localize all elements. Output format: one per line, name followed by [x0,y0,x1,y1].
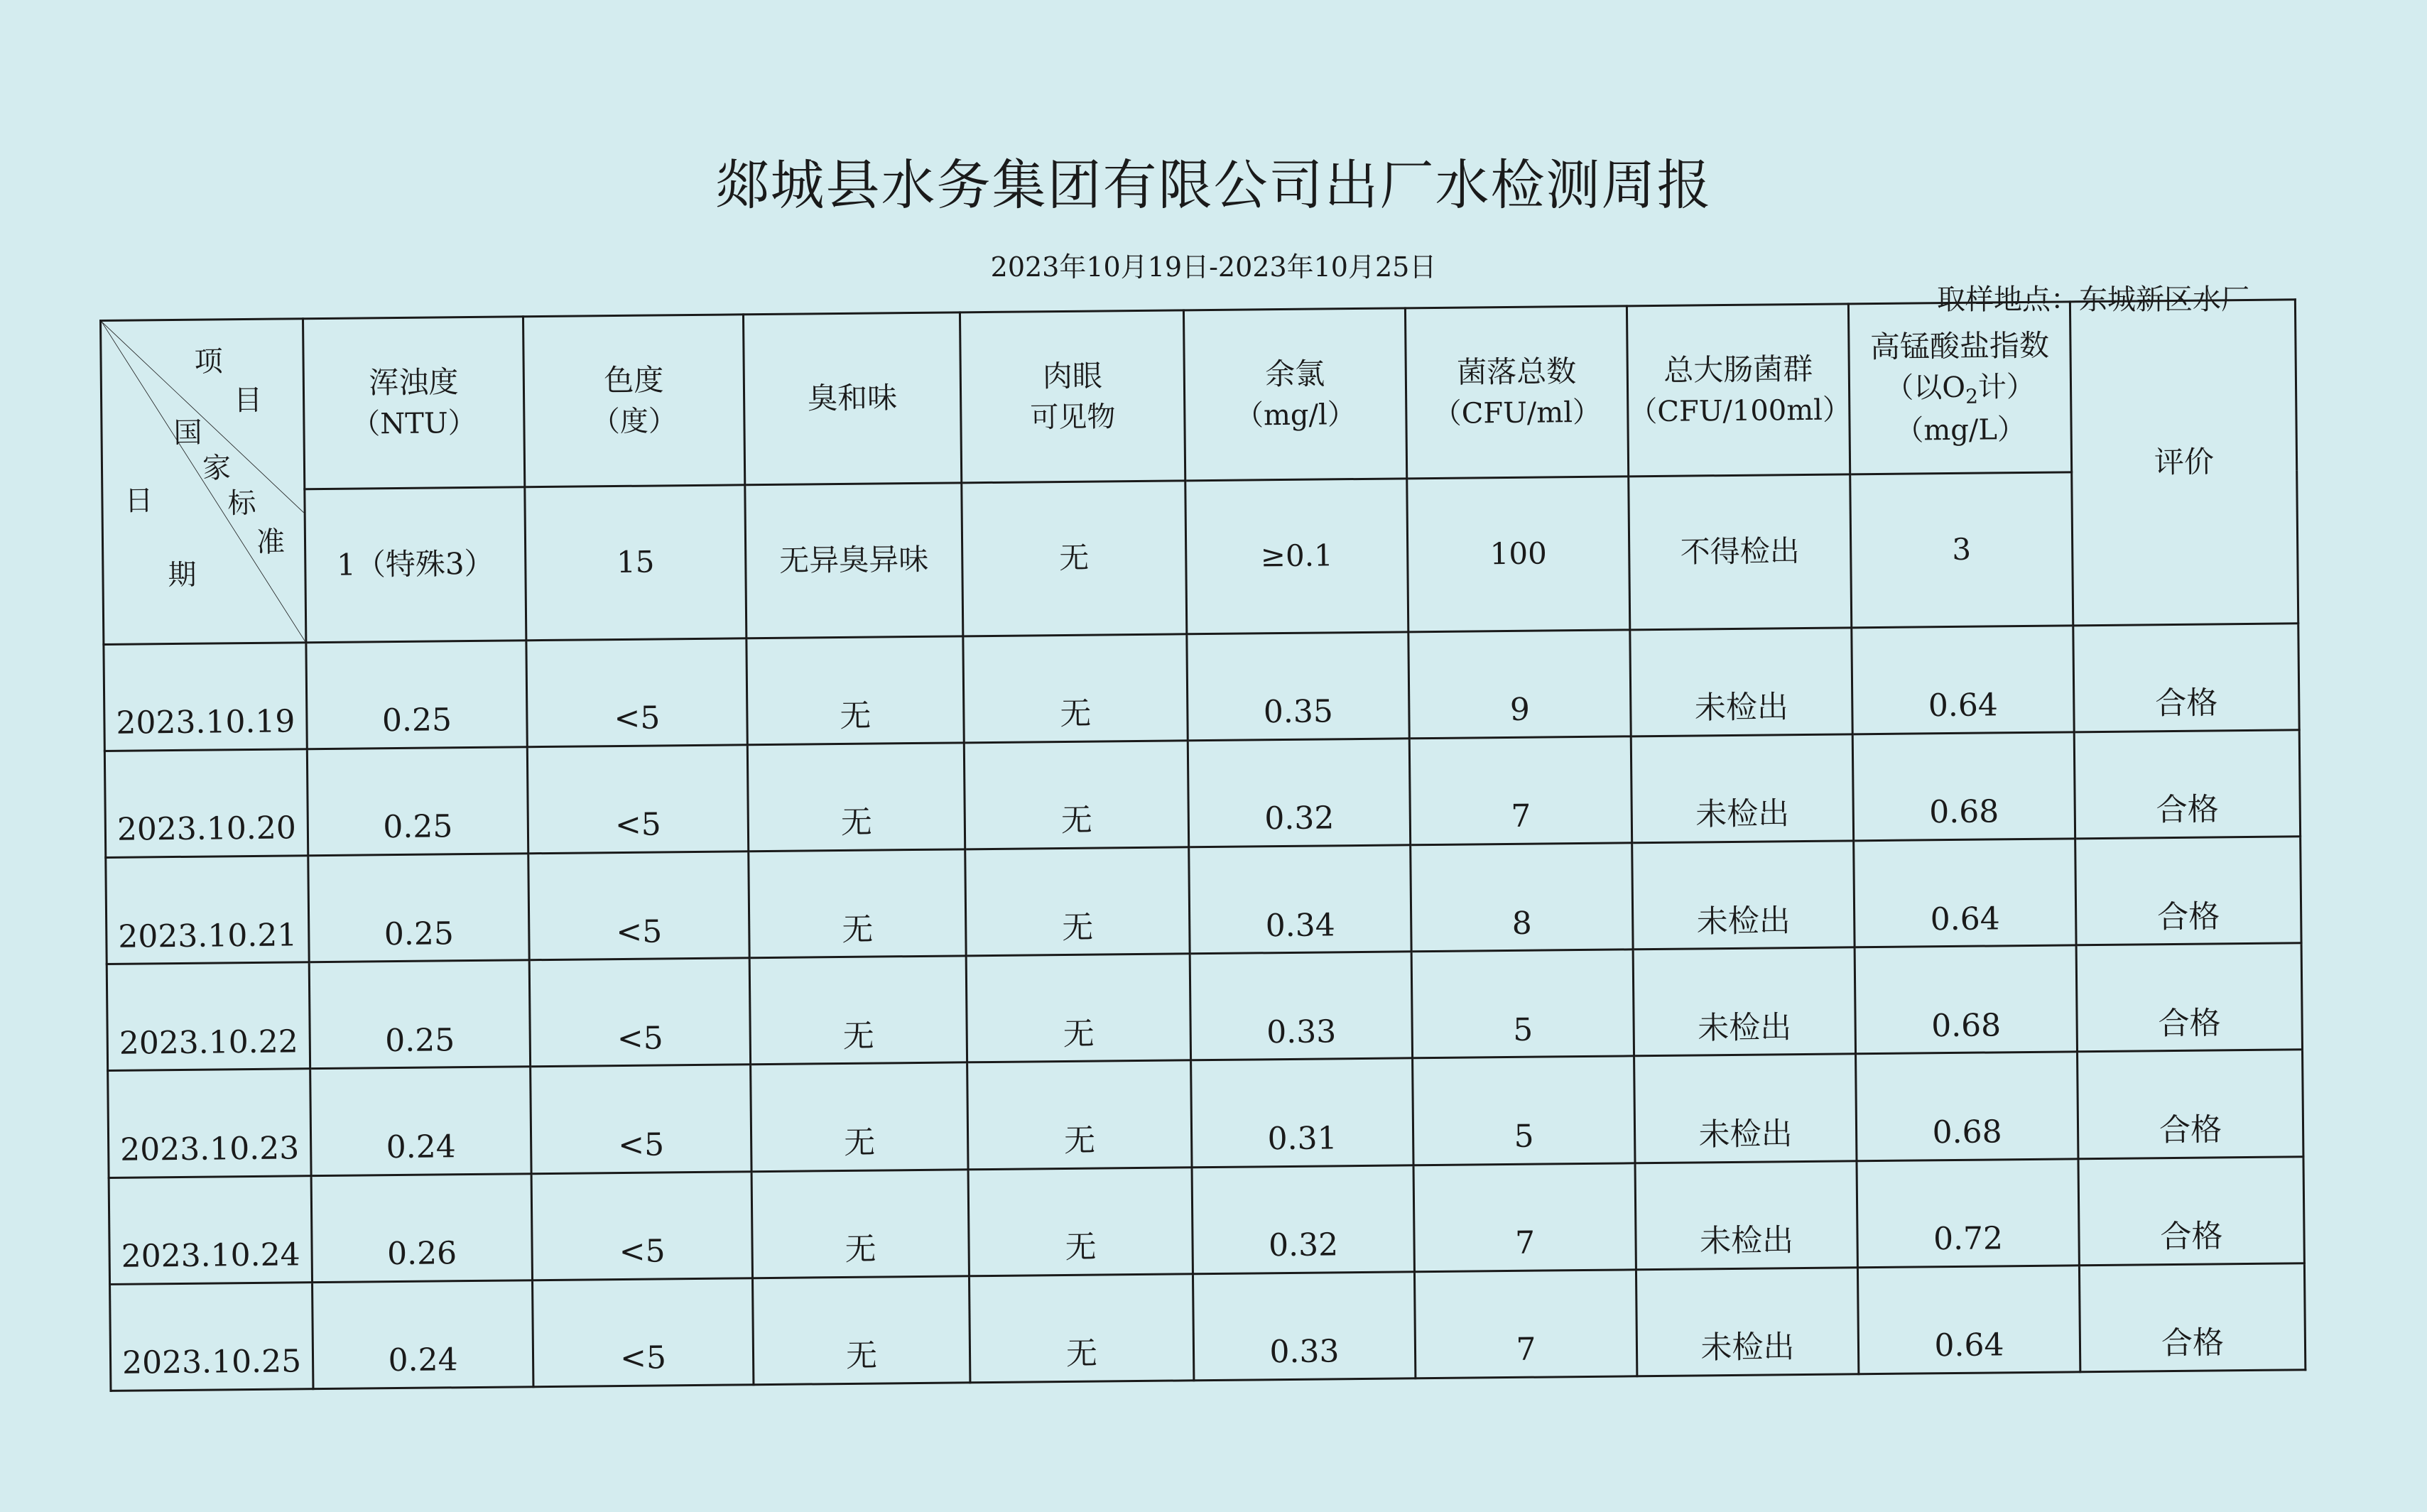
header-row-standards [102,470,2298,644]
col-header-odor: 臭和味 [743,312,961,485]
cell-color: <5 [531,1171,752,1280]
standard-coliform: 不得检出 [1629,474,1852,629]
cell-odor: 无 [749,849,966,958]
cell-date: 2023.10.22 [107,962,310,1071]
cell-color: <5 [529,958,750,1067]
report-table [99,298,2306,1392]
cell-colonies: 7 [1413,1163,1636,1271]
cell-coliform: 未检出 [1632,841,1855,950]
cell-evaluation: 合格 [2073,623,2299,731]
cell-turbidity: 0.25 [309,960,530,1069]
cell-date: 2023.10.25 [110,1282,313,1391]
cell-turbidity: 0.25 [306,640,527,749]
corner-label-date-2: 期 [168,558,197,592]
cell-evaluation: 合格 [2079,1263,2305,1371]
table-row [106,837,2301,964]
table-row [110,1263,2306,1391]
cell-color: <5 [531,1065,751,1173]
cell-permanganate: 0.64 [1854,839,2076,947]
corner-header-cell [101,319,306,644]
col-header-coliform: 总大肠菌群 （CFU/100ml） [1627,304,1850,477]
cell-permanganate: 0.64 [1857,1266,2080,1374]
cell-chlorine: 0.32 [1192,1165,1414,1273]
col-header-color: 色度 （度） [523,315,744,487]
cell-visible-matter: 无 [966,954,1190,1062]
cell-chlorine: 0.31 [1191,1058,1413,1167]
cell-evaluation: 合格 [2078,1156,2304,1265]
cell-chlorine: 0.33 [1190,952,1412,1060]
cell-visible-matter: 无 [964,741,1188,849]
standard-odor: 无异臭异味 [745,483,963,638]
cell-odor: 无 [747,743,965,852]
cell-turbidity: 0.25 [308,854,529,962]
corner-label-std-1: 国 [173,416,202,450]
cell-turbidity: 0.24 [310,1067,531,1175]
corner-label-std-4: 准 [256,526,286,559]
cell-coliform: 未检出 [1634,1054,1857,1163]
col-header-chlorine: 余氯 （mg/l） [1183,308,1406,481]
corner-label-item-2: 目 [233,384,263,418]
header-row-items [101,300,2297,491]
standard-turbidity: 1（特殊3） [305,487,526,642]
table-row [104,730,2300,858]
cell-odor: 无 [751,1169,969,1278]
report-period: 2023年10月19日-2023年10月25日 [990,251,1437,283]
cell-evaluation: 合格 [2078,1050,2303,1158]
report-title: 郯城县水务集团有限公司出厂水检测周报 [715,153,1712,217]
cell-visible-matter: 无 [967,1060,1192,1169]
standard-visible-matter: 无 [962,481,1187,636]
cell-colonies: 5 [1411,950,1634,1058]
cell-coliform: 未检出 [1631,734,1853,843]
table-row [104,623,2299,751]
cell-turbidity: 0.26 [311,1173,532,1282]
col-header-colonies: 菌落总数 （CFU/ml） [1405,306,1628,479]
cell-coliform: 未检出 [1630,627,1852,736]
col-header-evaluation: 评价 [2070,300,2298,626]
col-header-permanganate: 高锰酸盐指数 （以$O_2$计） （mg/L） [1848,302,2071,474]
cell-visible-matter: 无 [969,1274,1193,1383]
cell-chlorine: 0.35 [1187,631,1409,740]
standard-colonies: 100 [1407,477,1630,631]
cell-visible-matter: 无 [968,1167,1193,1276]
cell-chlorine: 0.33 [1193,1272,1415,1381]
cell-chlorine: 0.34 [1189,845,1411,954]
cell-permanganate: 0.68 [1855,945,2077,1054]
cell-color: <5 [533,1278,754,1386]
cell-permanganate: 0.72 [1857,1158,2079,1267]
cell-evaluation: 合格 [2076,943,2302,1052]
cell-colonies: 7 [1414,1270,1636,1378]
table-row [107,943,2302,1071]
cell-color: <5 [526,638,747,746]
cell-date: 2023.10.24 [109,1175,312,1284]
cell-permanganate: 0.64 [1852,625,2074,734]
cell-evaluation: 合格 [2074,730,2300,839]
cell-odor: 无 [746,636,964,744]
cell-odor: 无 [752,1276,970,1385]
cell-visible-matter: 无 [965,847,1190,956]
cell-date: 2023.10.19 [104,642,307,751]
cell-colonies: 5 [1413,1056,1635,1165]
cell-coliform: 未检出 [1635,1160,1857,1269]
cell-chlorine: 0.32 [1188,739,1410,847]
table-row [108,1050,2303,1177]
sampling-location: 取样地点：东城新区水厂 [1937,283,2249,316]
standard-color: 15 [525,485,746,640]
cell-coliform: 未检出 [1636,1268,1858,1376]
corner-label-item-1: 项 [194,345,223,379]
standard-chlorine: ≥0.1 [1185,479,1408,633]
col-header-turbidity: 浑浊度 （NTU） [303,317,525,489]
standard-permanganate: 3 [1850,472,2073,627]
cell-date: 2023.10.23 [108,1069,311,1177]
cell-evaluation: 合格 [2075,837,2301,945]
cell-turbidity: 0.25 [307,747,528,856]
cell-visible-matter: 无 [963,633,1188,742]
cell-color: <5 [527,745,748,854]
cell-colonies: 8 [1411,843,1633,952]
cell-permanganate: 0.68 [1852,732,2075,841]
cell-color: <5 [528,852,749,960]
cell-date: 2023.10.20 [104,749,308,858]
cell-turbidity: 0.24 [313,1280,533,1388]
cell-odor: 无 [751,1062,968,1171]
cell-colonies: 7 [1409,736,1631,845]
col-header-visible-matter: 肉眼 可见物 [960,310,1185,483]
cell-coliform: 未检出 [1633,947,1855,1056]
cell-odor: 无 [749,956,967,1065]
corner-label-std-2: 家 [202,452,232,485]
cell-colonies: 9 [1408,629,1631,738]
report-table-container [99,298,2304,1392]
corner-label-std-3: 标 [227,486,256,521]
cell-permanganate: 0.68 [1856,1052,2078,1160]
cell-date: 2023.10.21 [106,856,309,964]
table-row [109,1156,2304,1284]
corner-label-date-1: 日 [124,484,153,518]
